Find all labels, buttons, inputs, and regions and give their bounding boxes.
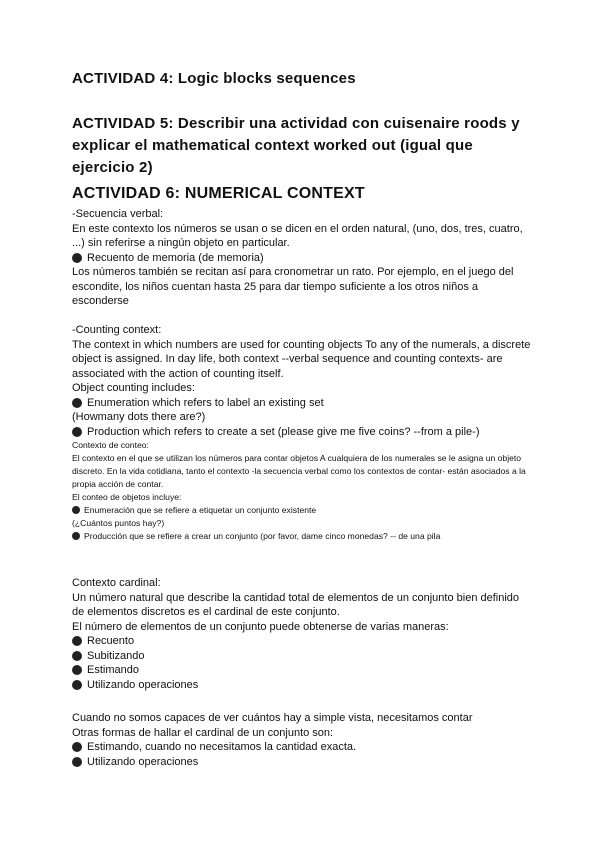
section-title: -Secuencia verbal: <box>72 208 164 220</box>
cardinal-context-section <box>72 576 532 692</box>
verbal-sequence-section <box>72 207 532 309</box>
paragraph: (Howmany dots there are?) <box>72 411 206 423</box>
bullet-item: Enumeration which refers to label an existing set <box>72 396 532 411</box>
paragraph: El contexto en el que se utilizan los números para contar objetos A cualquiera de los numerales se le asigna un objeto discreto. En la vida cotidiana, tanto el contexto -la secuencia verbal como los contextos de contar- están asociados a la propia acción de contar. <box>72 453 526 489</box>
bullet-item: Recuento <box>72 634 532 649</box>
paragraph: Object counting includes: <box>72 382 195 394</box>
bullet-item: Subitizando <box>72 649 532 664</box>
paragraph: Cuando no somos capaces de ver cuántos hay a simple vista, necesitamos contar <box>72 712 473 724</box>
paragraph: Un número natural que describe la cantidad total de elementos de un conjunto bien definido de elementos discretos es el cardinal de este conjunto. <box>72 591 520 618</box>
heading-actividad-5: ACTIVIDAD 5: Describir una actividad con cuisenaire roods y explicar el mathematical context worked out (igual que ejercicio 2) <box>72 115 520 176</box>
bullet-item: Producción que se refiere a crear un conjunto (por favor, dame cinco monedas? -- de una pila <box>72 530 532 543</box>
bullet-item: Estimando, cuando no necesitamos la cantidad exacta. <box>72 740 532 755</box>
section-title: Contexto de conteo: <box>72 440 149 450</box>
section-title: Contexto cardinal: <box>72 577 161 589</box>
section-title: -Counting context: <box>72 324 162 336</box>
paragraph: (¿Cuántos puntos hay?) <box>72 518 165 528</box>
other-ways-section <box>72 711 532 769</box>
bullet-item: Enumeración que se refiere a etiquetar un conjunto existente <box>72 504 532 517</box>
paragraph: Otras formas de hallar el cardinal de un conjunto son: <box>72 726 334 739</box>
paragraph: The context in which numbers are used for counting objects To any of the numerals, a discrete object is assigned. In day life, both context --verbal sequence and counting contexts- are associated with the action of counting itself. <box>72 338 531 380</box>
paragraph: En este contexto los números se usan o se dicen en el orden natural, (uno, dos, tres, cuatro, ...) sin referirse a ningún objeto en particular. <box>72 222 523 249</box>
bullet-item: Utilizando operaciones <box>72 678 532 693</box>
paragraph: El conteo de objetos incluye: <box>72 492 182 502</box>
bullet-item: Production which refers to create a set (please give me five coins? --from a pile-) <box>72 425 532 440</box>
paragraph: El número de elementos de un conjunto puede obtenerse de varias maneras: <box>72 620 449 633</box>
counting-context-section <box>72 323 532 543</box>
bullet-item: Utilizando operaciones <box>72 755 532 770</box>
bullet-item: Estimando <box>72 663 532 678</box>
bullet-item: Recuento de memoria (de memoria) <box>72 251 532 266</box>
heading-actividad-6: ACTIVIDAD 6: NUMERICAL CONTEXT <box>72 185 365 202</box>
heading-actividad-4: ACTIVIDAD 4: Logic blocks sequences <box>72 70 356 87</box>
paragraph: Los números también se recitan así para cronometrar un rato. Por ejemplo, en el juego del escondite, los niños cuentan hasta 25 para dar tiempo suficiente a los otros niños a esconderse <box>72 266 514 307</box>
contexto-conteo-section <box>72 439 532 543</box>
